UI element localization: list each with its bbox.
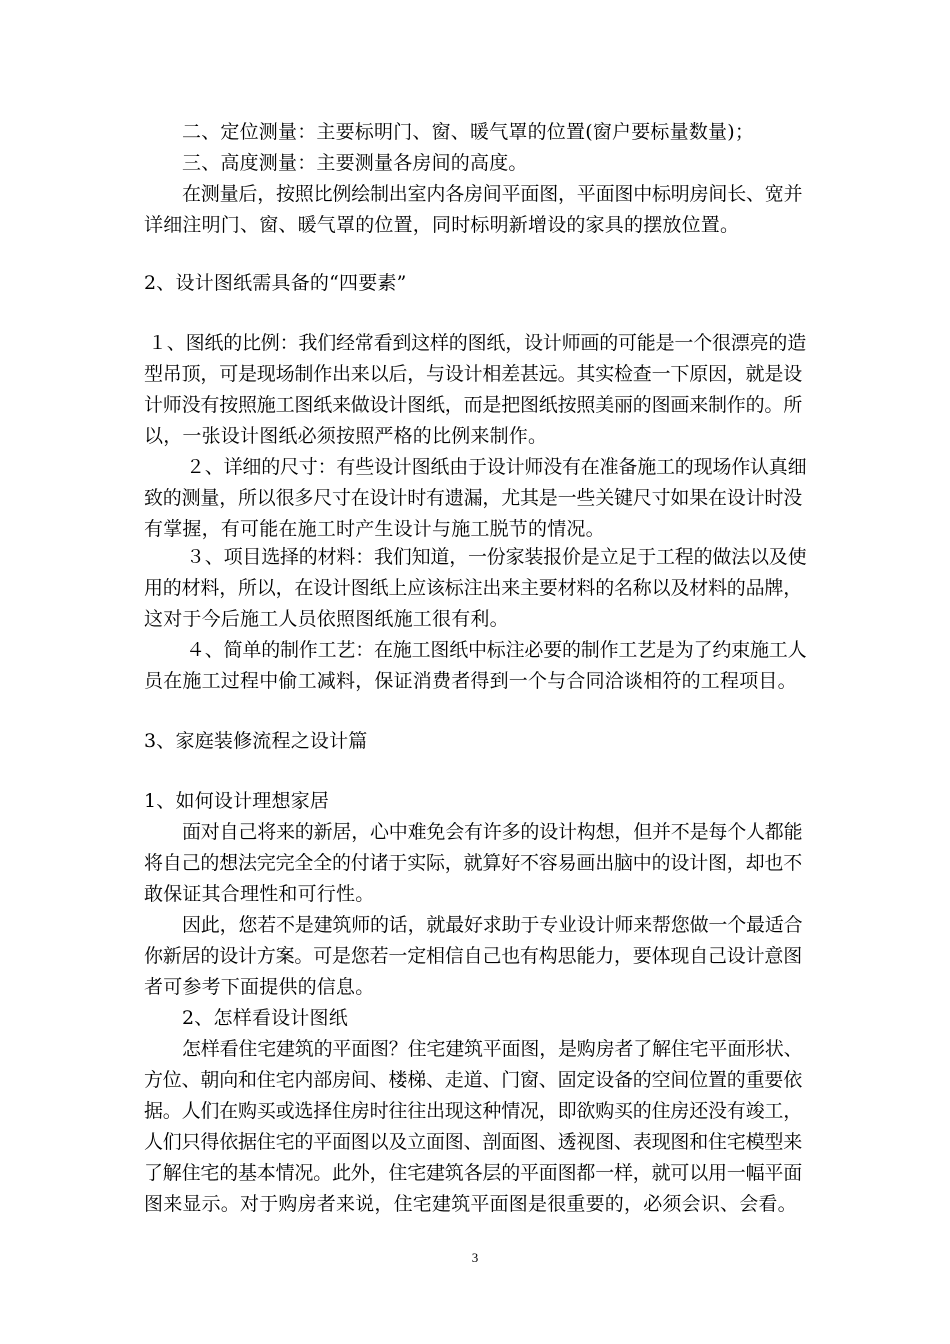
text-line: 型吊顶，可是现场制作出来以后，与设计相差甚远。其实检查一下原因，就是设 xyxy=(144,363,803,385)
text-line: 面对自己将来的新居，心中难免会有许多的设计构想，但并不是每个人都能 xyxy=(182,821,803,843)
text-line: 这对于今后施工人员依照图纸施工很有利。 xyxy=(144,608,509,630)
text-line: 以，一张设计图纸必须按照严格的比例来制作。 xyxy=(144,425,548,447)
text-line: 在测量后，按照比例绘制出室内各房间平面图，平面图中标明房间长、宽并 xyxy=(182,183,803,205)
text-line: 者可参考下面提供的信息。 xyxy=(144,976,375,998)
subsection-heading: 2、怎样看设计图纸 xyxy=(182,1007,348,1029)
text-line: 二、定位测量：主要标明门、窗、暖气罩的位置(窗户要标量数量)； xyxy=(182,121,755,143)
text-line: 致的测量，所以很多尺寸在设计时有遗漏，尤其是一些关键尺寸如果在设计时没 xyxy=(144,487,803,509)
text-line: 因此，您若不是建筑师的话，就最好求助于专业设计师来帮您做一个最适合 xyxy=(182,914,803,936)
text-line: 人们只得依据住宅的平面图以及立面图、剖面图、透视图、表现图和住宅模型来 xyxy=(144,1131,803,1153)
text-line: ３、项目选择的材料：我们知道，一份家装报价是立足于工程的做法以及使 xyxy=(186,546,807,568)
text-line: 三、高度测量：主要测量各房间的高度。 xyxy=(182,152,528,174)
section-heading: 2、设计图纸需具备的“四要素” xyxy=(144,272,407,294)
text-line: 员在施工过程中偷工减料，保证消费者得到一个与合同洽谈相符的工程项目。 xyxy=(144,670,797,692)
page-number: 3 xyxy=(471,1250,479,1265)
text-line: 了解住宅的基本情况。此外，住宅建筑各层的平面图都一样，就可以用一幅平面 xyxy=(144,1162,803,1184)
text-line: ４、简单的制作工艺：在施工图纸中标注必要的制作工艺是为了约束施工人 xyxy=(186,639,807,661)
subsection-heading: 1、如何设计理想家居 xyxy=(144,790,330,812)
text-line: 计师没有按照施工图纸来做设计图纸，而是把图纸按照美丽的图画来制作的。所 xyxy=(144,394,803,416)
text-line: 怎样看住宅建筑的平面图？住宅建筑平面图，是购房者了解住宅平面形状、 xyxy=(182,1038,803,1060)
text-line: 用的材料，所以，在设计图纸上应该标注出来主要材料的名称以及材料的品牌， xyxy=(144,577,803,599)
text-line: 你新居的设计方案。可是您若一定相信自己也有构思能力，要体现自己设计意图 xyxy=(144,945,803,967)
text-line: 据。人们在购买或选择住房时往往出现这种情况，即欲购买的住房还没有竣工， xyxy=(144,1100,803,1122)
text-line: 有掌握，有可能在施工时产生设计与施工脱节的情况。 xyxy=(144,518,605,540)
text-line: ２、详细的尺寸：有些设计图纸由于设计师没有在准备施工的现场作认真细 xyxy=(186,456,807,478)
text-line: 将自己的想法完完全全的付诸于实际，就算好不容易画出脑中的设计图，却也不 xyxy=(144,852,803,874)
text-line: １、图纸的比例：我们经常看到这样的图纸，设计师画的可能是一个很漂亮的造 xyxy=(148,332,807,354)
text-line: 图来显示。对于购房者来说，住宅建筑平面图是很重要的，必须会识、会看。 xyxy=(144,1193,797,1215)
text-line: 详细注明门、窗、暖气罩的位置，同时标明新增设的家具的摆放位置。 xyxy=(144,214,740,236)
text-line: 方位、朝向和住宅内部房间、楼梯、走道、门窗、固定设备的空间位置的重要依 xyxy=(144,1069,803,1091)
section-heading: 3、家庭装修流程之设计篇 xyxy=(144,730,368,752)
text-line: 敢保证其合理性和可行性。 xyxy=(144,883,375,905)
